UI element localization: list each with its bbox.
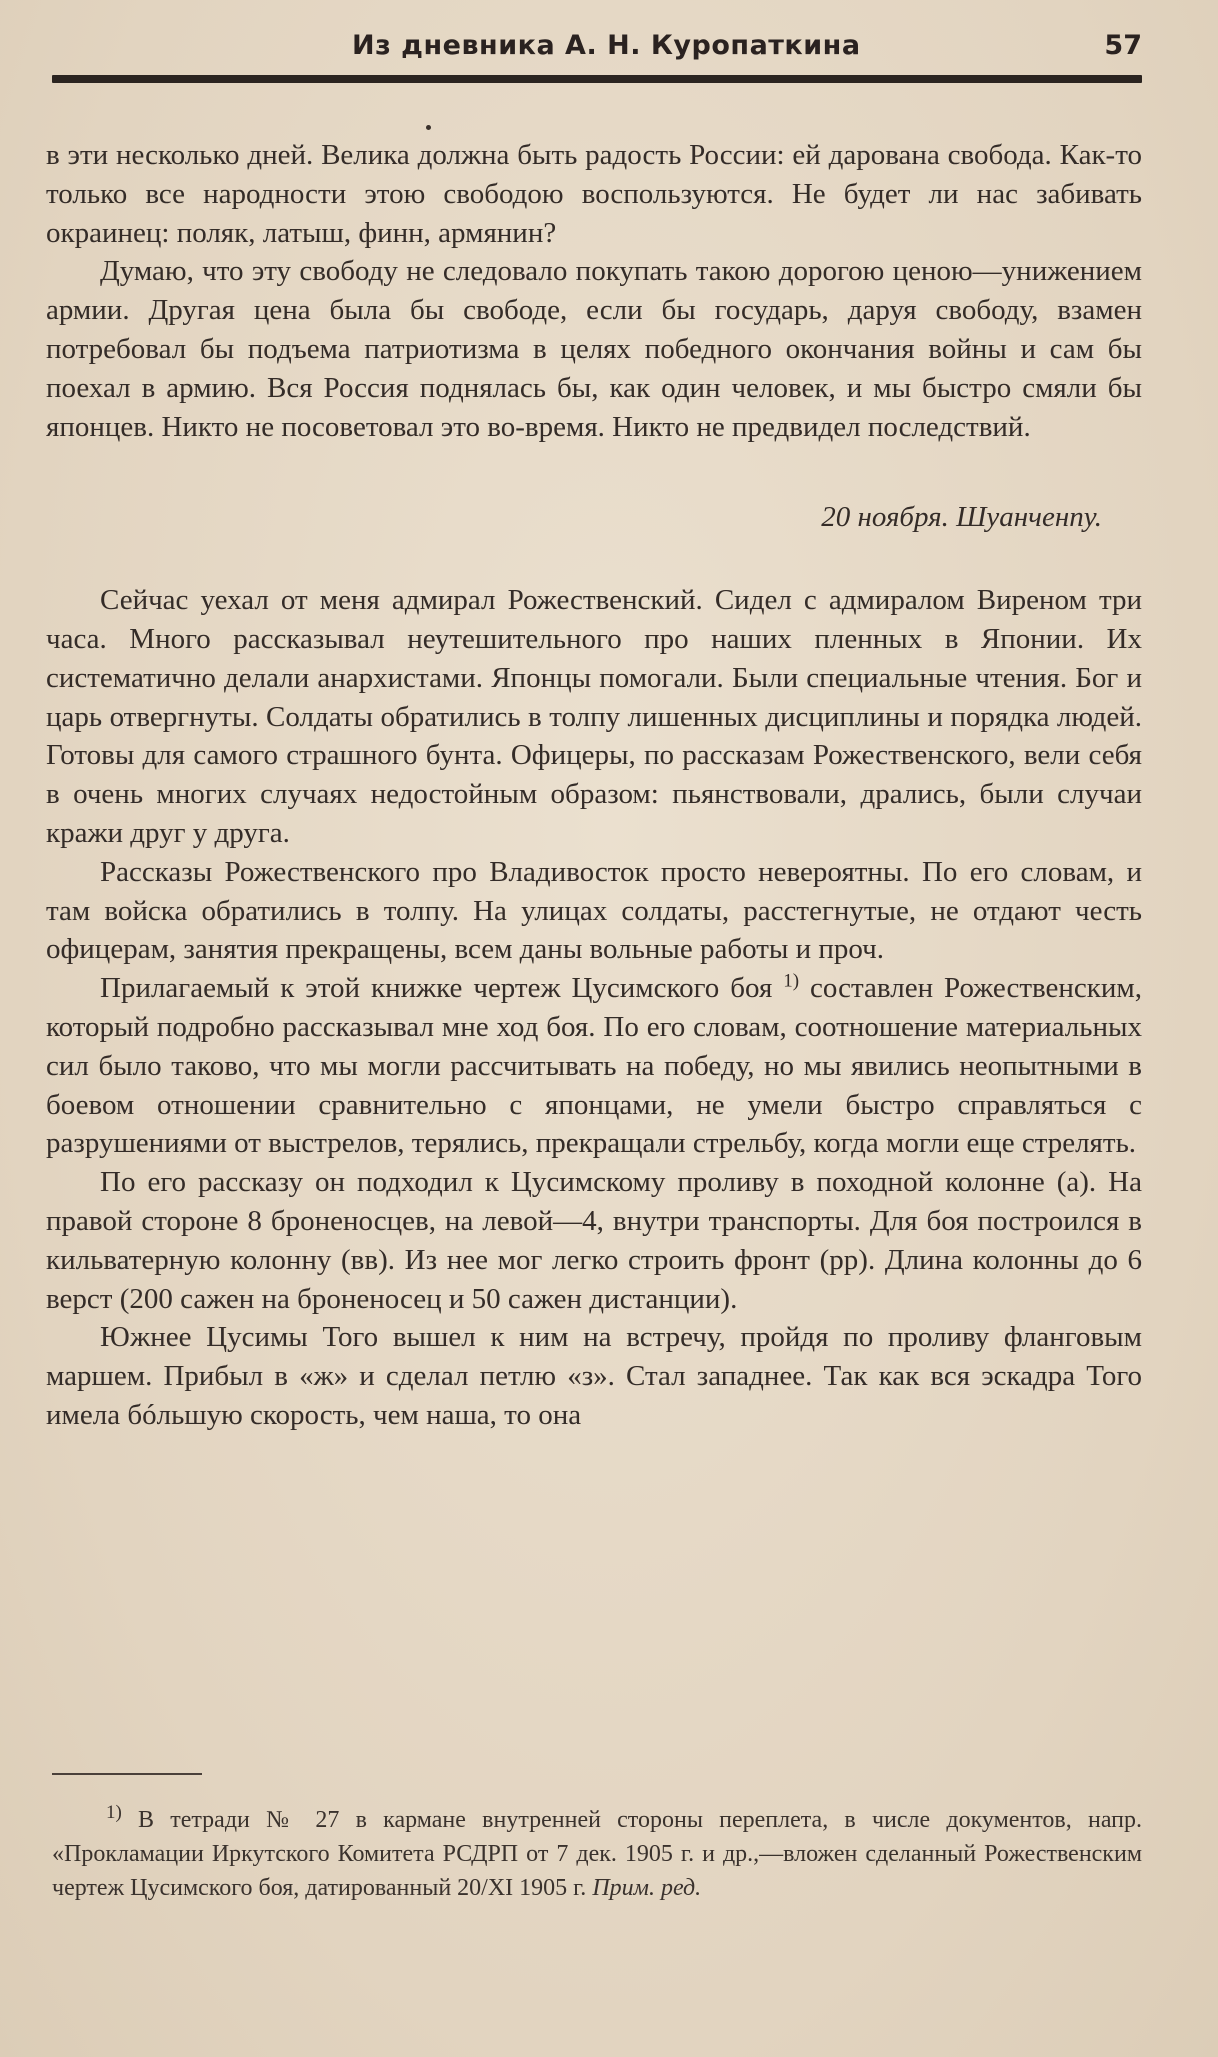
paragraph: Сейчас уехал от меня адмирал Рожественский. Сидел с адмиралом Виреном три часа. Много рассказывал неутешительного про наших пленных в Японии. Их систематично делали анархистами. Японцы помогали. Были специальные чтения. Бог и царь отвергнуты. Солдаты обратились в толпу лишенных дисциплины и порядка людей. Готовы для самого страшного бунта. Офицеры, по рассказам Рожественского, вели себя в очень многих случаях недостойным образом: пьянствовали, дрались, были случаи кражи друг у друга. <box>46 584 1142 849</box>
paragraph: По его рассказу он подходил к Цусимскому проливу в походной колонне (а). На правой стороне 8 броненосцев, на левой—4, внутри транспорты. Для боя построился в кильватерную колонну (вв). Из нее мог легко строить фронт (рр). Длина колонны до 6 верст (200 сажен на броненосец и 50 сажен дистанции). <box>46 1166 1142 1315</box>
paragraph <box>46 969 1142 1163</box>
main-text <box>46 136 1142 1435</box>
footnote <box>52 1803 1142 1905</box>
editor-note: Прим. ред. <box>592 1875 702 1901</box>
header-rule <box>52 75 1142 83</box>
footnote-mark: 1) <box>106 1802 122 1823</box>
footnote-body: В тетради № 27 в кармане внутренней стороны переплета, в числе документов, напр. «Прокламации Иркутского Комитета РСДРП от 7 дек. 1905 г. и др.,—вложен сделанный Рожественским чертеж Цусимского боя, датированный 20/XI 1905 г. <box>52 1807 1142 1901</box>
footnote-text <box>52 1803 1142 1905</box>
ink-speck <box>426 125 431 130</box>
paragraph: Южнее Цусимы Того вышел к ним на встречу, пройдя по проливу фланговым маршем. Прибыл в «ж» и сделал петлю «з». Стал западнее. Так как вся эскадра Того имела бóльшую скорость, чем наша, то она <box>46 1321 1142 1431</box>
diary-dateline: 20 ноября. Шуанченпу. <box>821 501 1102 534</box>
running-title: Из дневника А. Н. Куропаткина <box>352 30 861 61</box>
paragraph: Думаю, что эту свободу не следовало покупать такою дорогою ценою—унижением армии. Другая цена была бы свободе, если бы государь, даруя свободу, взамен потребовал бы подъема патриотизма в целях победного окончания войны и сам бы поехал в армию. Вся Россия поднялась бы, как один человек, и мы быстро смяли бы японцев. Никто не посоветовал это во-время. Никто не предвидел последствий. <box>46 255 1142 443</box>
page-header <box>52 30 1142 70</box>
paragraph-text: Прилагаемый к этой книжке чертеж Цусимского боя <box>100 972 773 1005</box>
paragraph-text: составлен Рожественским, который подробно рассказывал мне ход боя. По его словам, соотношение материальных сил было таково, что мы могли рассчитывать на победу, но мы явились неопытными в боевом отношении сравнительно с японцами, не умели быстро справляться с разрушениями от выстрелов, терялись, прекращали стрельбу, когда могли еще стрелять. <box>46 972 1143 1160</box>
page-number: 57 <box>1104 30 1142 61</box>
footnote-rule <box>52 1773 202 1775</box>
paragraph: Рассказы Рожественского про Владивосток просто невероятны. По его словам, и там войска обратились в толпу. На улицах солдаты, расстегнутые, не отдают честь офицерам, занятия прекращены, всем даны вольные работы и проч. <box>46 855 1142 966</box>
paragraph: в эти несколько дней. Велика должна быть радость России: ей дарована свобода. Как-то только все народности этою свободою воспользуются. Не будет ли нас забивать окраинец: поляк, латыш, финн, армянин? <box>46 139 1142 249</box>
footnote-reference: 1) <box>783 970 800 992</box>
